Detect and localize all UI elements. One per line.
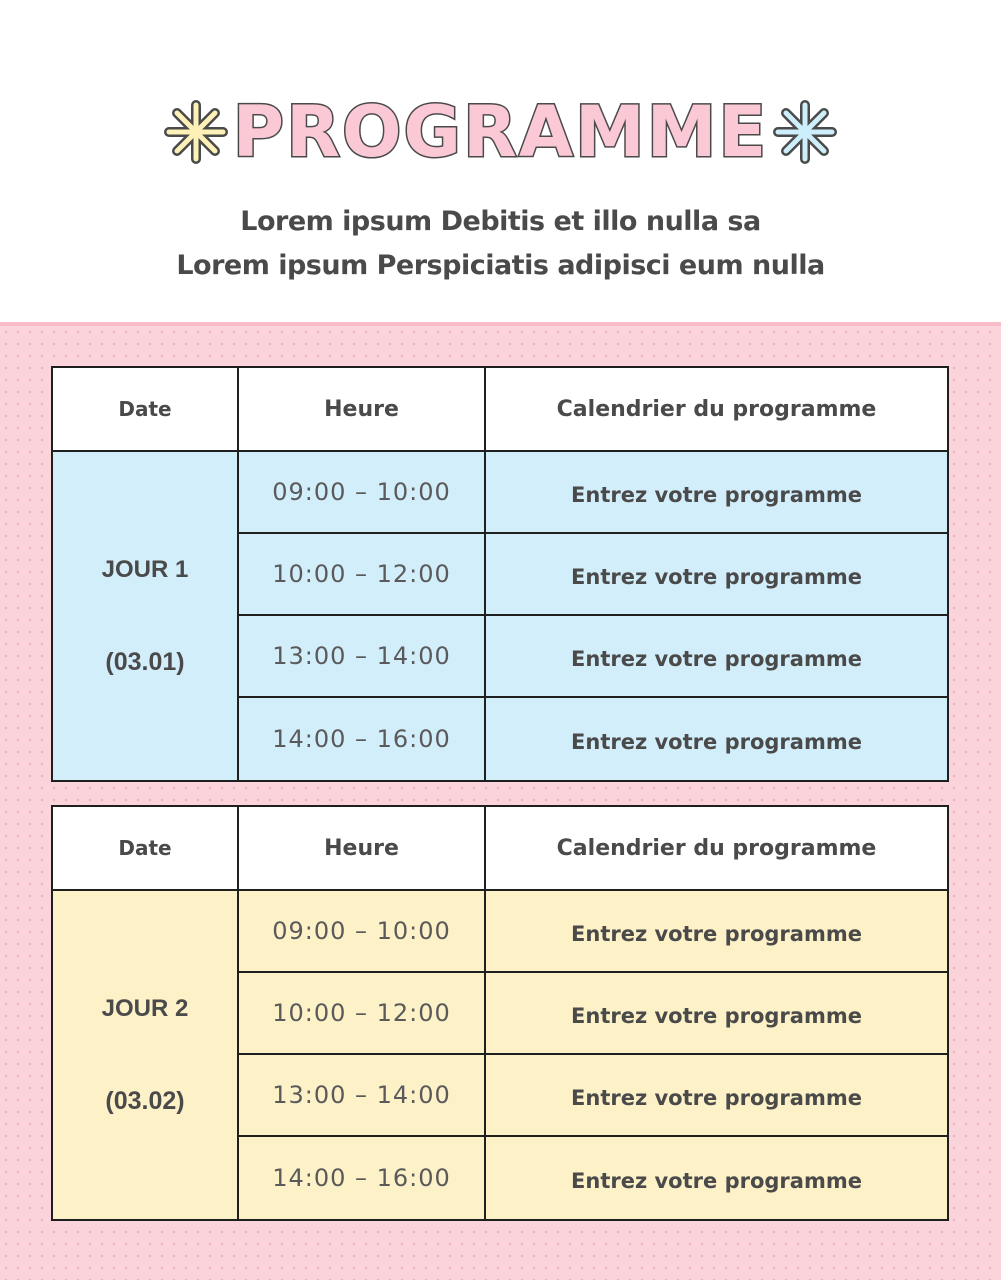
time-cell: 14:00 – 16:00	[239, 698, 486, 780]
title-row	[0, 82, 1001, 182]
time-cell: 10:00 – 12:00	[239, 973, 486, 1055]
schedule-table-day-1	[51, 366, 949, 782]
program-cell[interactable]: Entrez votre programme	[486, 1137, 947, 1219]
day-date: (03.02)	[105, 1087, 185, 1115]
time-cell: 14:00 – 16:00	[239, 1137, 486, 1219]
day-label: JOUR 2	[101, 995, 189, 1022]
sparkle-star-icon	[163, 99, 229, 165]
day-cell	[53, 452, 239, 780]
header	[0, 0, 1001, 322]
time-cell: 09:00 – 10:00	[239, 891, 486, 973]
program-cell[interactable]: Entrez votre programme	[486, 616, 947, 698]
program-cell[interactable]: Entrez votre programme	[486, 891, 947, 973]
day-cell	[53, 891, 239, 1219]
program-cell[interactable]: Entrez votre programme	[486, 973, 947, 1055]
program-cell[interactable]: Entrez votre programme	[486, 698, 947, 780]
day-date: (03.01)	[105, 648, 185, 676]
sparkle-star-icon	[772, 99, 838, 165]
schedule-table-day-2	[51, 805, 949, 1221]
time-cell: 09:00 – 10:00	[239, 452, 486, 534]
column-header-time: Heure	[239, 368, 486, 452]
column-header-time: Heure	[239, 807, 486, 891]
program-cell[interactable]: Entrez votre programme	[486, 534, 947, 616]
subtitle-line-2: Lorem ipsum Perspiciatis adipisci eum nulla	[176, 250, 825, 281]
program-cell[interactable]: Entrez votre programme	[486, 452, 947, 534]
column-header-date: Date	[53, 807, 239, 891]
page-title: PROGRAMME	[232, 91, 769, 173]
column-header-program: Calendrier du programme	[486, 807, 947, 891]
day-label: JOUR 1	[101, 556, 189, 583]
subtitle-line-1: Lorem ipsum Debitis et illo nulla sa	[240, 206, 761, 237]
column-header-program: Calendrier du programme	[486, 368, 947, 452]
time-cell: 13:00 – 14:00	[239, 616, 486, 698]
program-cell[interactable]: Entrez votre programme	[486, 1055, 947, 1137]
column-header-date: Date	[53, 368, 239, 452]
time-cell: 10:00 – 12:00	[239, 534, 486, 616]
time-cell: 13:00 – 14:00	[239, 1055, 486, 1137]
